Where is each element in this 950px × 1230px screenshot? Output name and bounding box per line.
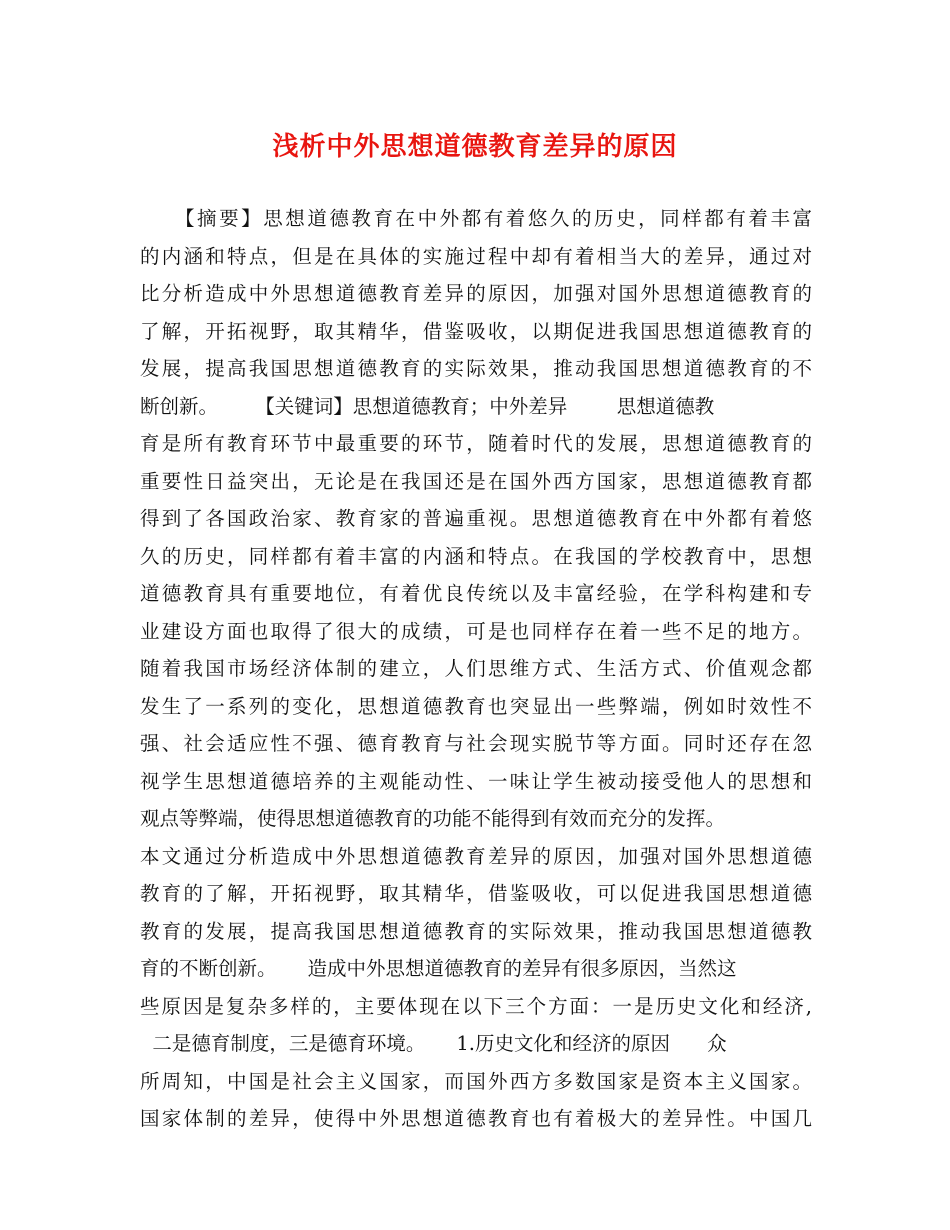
body-line: 发生了一系列的变化，思想道德教育也突显出一些弊端，例如时效性不 [140, 694, 812, 718]
body-line: 业建设方面也取得了很大的成绩，可是也同样存在着一些不足的地方。 [140, 619, 812, 643]
body-line: 些原因是复杂多样的，主要体现在以下三个方面：一是历史文化和经济, [140, 994, 812, 1018]
body-line: 教育的发展，提高我国思想道德教育的实际效果，推动我国思想道德教 [140, 919, 812, 943]
document-title: 浅析中外思想道德教育差异的原因 [272, 132, 678, 162]
document-body [140, 200, 812, 1138]
body-line: 随着我国市场经济体制的建立，人们思维方式、生活方式、价值观念都 [140, 657, 812, 680]
body-line: 发展，提高我国思想道德教育的实际效果，推动我国思想道德教育的不 [140, 357, 812, 380]
body-line: 久的历史，同样都有着丰富的内涵和特点。在我国的学校教育中，思想 [140, 544, 812, 568]
body-line: 观点等弊端，使得思想道德教育的功能不能得到有效而充分的发挥。 [140, 807, 726, 830]
body-line: 本文通过分析造成中外思想道德教育差异的原因，加强对国外思想道德 [140, 844, 812, 868]
body-line: 强、社会适应性不强、德育教育与社会现实脱节等方面。同时还存在忽 [140, 732, 812, 755]
body-line: 视学生思想道德培养的主观能动性、一味让学生被动接受他人的思想和 [140, 769, 812, 793]
body-line: 断创新。 【关键词】思想道德教育；中外差异 思想道德教 [140, 394, 715, 418]
body-line: 得到了各国政治家、教育家的普遍重视。思想道德教育在中外都有着悠 [140, 507, 812, 530]
body-line: 比分析造成中外思想道德教育差异的原因，加强对国外思想道德教育的 [140, 282, 812, 305]
body-line: 【摘要】思想道德教育在中外都有着悠久的历史，同样都有着丰富 [140, 207, 812, 230]
body-line: 育的不断创新。 造成中外思想道德教育的差异有很多原因，当然这 [140, 957, 737, 980]
body-line: 道德教育具有重要地位，有着优良传统以及丰富经验，在学科构建和专 [140, 582, 812, 605]
body-line: 育是所有教育环节中最重要的环节，随着时代的发展，思想道德教育的 [140, 432, 812, 455]
body-line: 重要性日益突出，无论是在我国还是在国外西方国家，思想道德教育都 [140, 469, 812, 493]
body-line: 国家体制的差异，使得中外思想道德教育也有着极大的差异性。中国几 [140, 1107, 812, 1130]
body-line: 所周知，中国是社会主义国家，而国外西方多数国家是资本主义国家。 [140, 1069, 812, 1093]
body-line: 教育的了解，开拓视野，取其精华，借鉴吸收，可以促进我国思想道德 [140, 882, 812, 905]
body-line: 二是德育制度，三是德育环境。 1.历史文化和经济的原因 众 [140, 1032, 727, 1055]
body-line: 了解，开拓视野，取其精华，借鉴吸收，以期促进我国思想道德教育的 [140, 319, 812, 343]
body-line: 的内涵和特点，但是在具体的实施过程中却有着相当大的差异，通过对 [140, 244, 812, 268]
